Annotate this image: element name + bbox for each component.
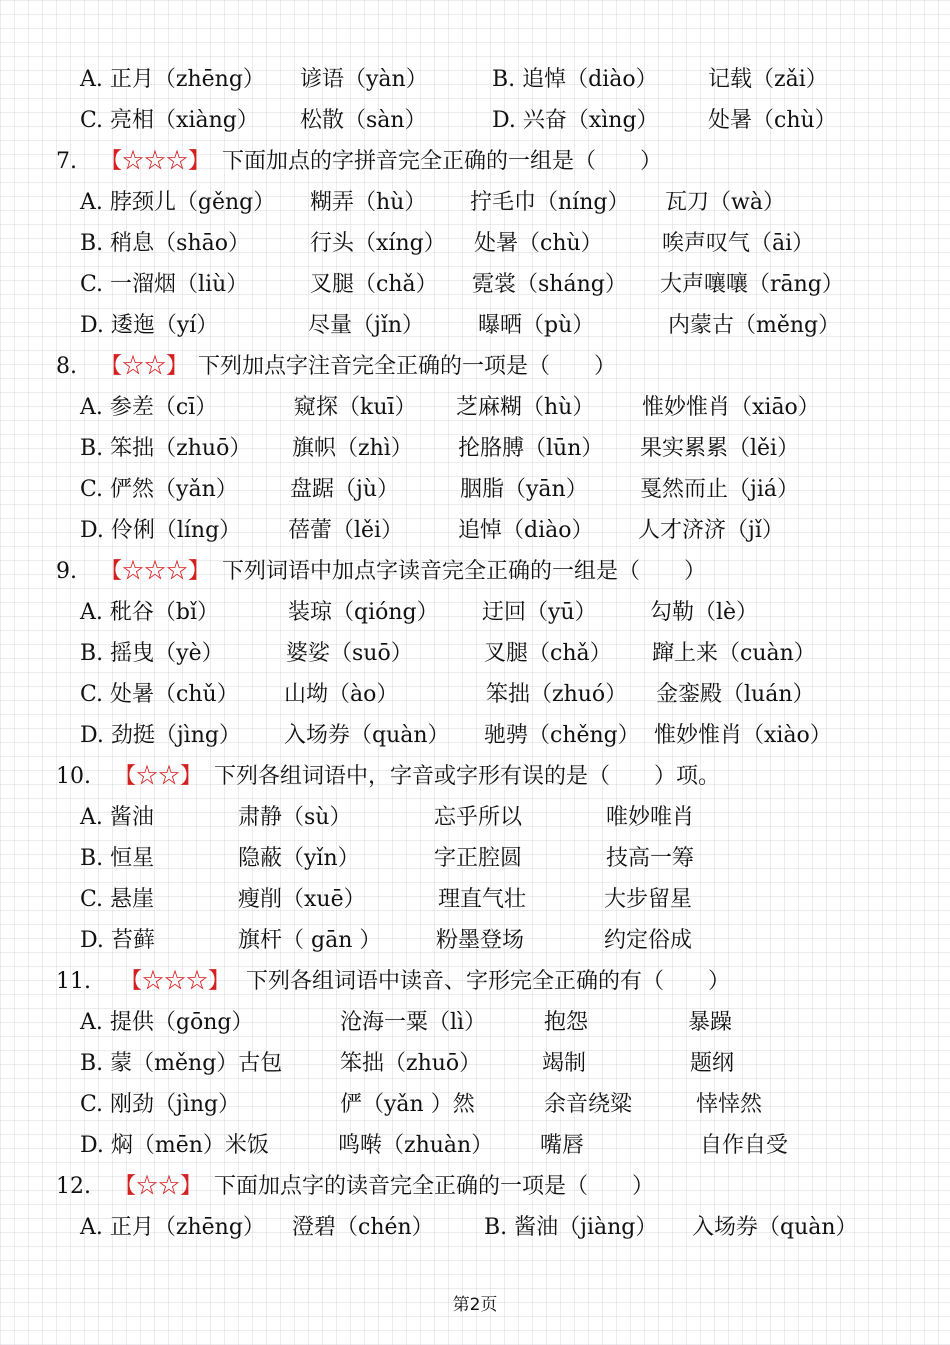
option-text: C. 刚劲（jìng） <box>80 1092 241 1117</box>
option-text: 惟妙惟肖（xiāo） <box>642 395 820 420</box>
option-line <box>0 470 950 510</box>
page-number: 第2页 <box>452 1295 498 1315</box>
option-text: 嘴唇 <box>540 1133 585 1158</box>
option-text: 处暑（chù） <box>474 231 603 256</box>
option-text: B. 酱油（jiàng） <box>484 1215 658 1240</box>
question-12 <box>0 1167 950 1207</box>
option-text: 叉腿（chǎ） <box>484 641 612 666</box>
option-text: B. 摇曳（yè） <box>80 641 224 666</box>
option-line <box>0 1003 950 1043</box>
option-text: 装琼（qióng） <box>288 600 439 625</box>
option-text: 入场券（quàn） <box>284 723 450 748</box>
option-line <box>0 921 950 961</box>
option-line <box>0 839 950 879</box>
question-prompt: 下面加点的字拼音完全正确的一组是（ ） <box>222 149 663 174</box>
option-text: B. 蒙（měng）古包 <box>80 1051 283 1076</box>
option-text: B. 恒星 <box>80 846 155 871</box>
question-number: 9. <box>56 559 77 584</box>
option-line <box>0 1208 950 1248</box>
option-line <box>0 60 950 100</box>
option-text: 抡胳膊（lūn） <box>458 436 604 461</box>
option-line <box>0 429 950 469</box>
difficulty-stars: 【☆☆】 <box>114 764 203 789</box>
option-text: 勾勒（lè） <box>650 600 759 625</box>
difficulty-stars: 【☆☆】 <box>100 354 189 379</box>
option-text: 追悼（diào） <box>458 518 594 543</box>
option-text: 约定俗成 <box>604 928 693 953</box>
option-text: 忘乎所以 <box>434 805 523 830</box>
option-text: 笨拙（zhuó） <box>486 682 628 707</box>
option-line <box>0 224 950 264</box>
option-line <box>0 101 950 141</box>
option-text: 迂回（yū） <box>482 600 597 625</box>
option-text: 糊弄（hù） <box>310 190 427 215</box>
option-text: 隐蔽（yǐn） <box>238 846 360 871</box>
option-text: 窥探（kuī） <box>294 395 417 420</box>
option-text: 谚语（yàn） <box>300 67 428 92</box>
option-line <box>0 716 950 756</box>
option-text: C. 悬崖 <box>80 887 155 912</box>
option-text: 霓裳（sháng） <box>472 272 627 297</box>
option-line <box>0 306 950 346</box>
option-text: 曝晒（pù） <box>478 313 595 338</box>
question-11 <box>0 962 950 1002</box>
option-text: 俨（yǎn ）然 <box>340 1092 475 1117</box>
option-text: D. 兴奋（xìng） <box>492 108 659 133</box>
difficulty-stars: 【☆☆☆】 <box>100 559 211 584</box>
option-text: B. 笨拙（zhuō） <box>80 436 252 461</box>
option-text: 沧海一粟（lì） <box>340 1010 487 1035</box>
option-text: 人才济济（jǐ） <box>638 518 784 543</box>
option-text: C. 处暑（chǔ） <box>80 682 239 707</box>
option-line <box>0 265 950 305</box>
option-text: 惟妙惟肖（xiào） <box>654 723 832 748</box>
question-number: 10. <box>56 764 91 789</box>
option-text: 大步留星 <box>604 887 693 912</box>
option-line <box>0 1044 950 1084</box>
option-text: 盘踞（jù） <box>290 477 399 502</box>
option-text: 唉声叹气（āi） <box>662 231 815 256</box>
option-text: B. 稍息（shāo） <box>80 231 250 256</box>
option-line <box>0 1126 950 1166</box>
option-text: A. 脖颈儿（gěng） <box>80 190 276 215</box>
question-8 <box>0 347 950 387</box>
option-text: 粉墨登场 <box>436 928 525 953</box>
option-text: 蹿上来（cuàn） <box>652 641 816 666</box>
option-text: 尽量（jǐn） <box>308 313 425 338</box>
option-text: 肃静（sù） <box>238 805 352 830</box>
option-text: 山坳（ào） <box>284 682 399 707</box>
option-text: 芝麻糊（hù） <box>456 395 595 420</box>
option-line <box>0 593 950 633</box>
question-number: 12. <box>56 1174 91 1199</box>
option-text: 拧毛巾（níng） <box>470 190 630 215</box>
difficulty-stars: 【☆☆☆】 <box>120 969 231 994</box>
option-text: 驰骋（chěng） <box>484 723 640 748</box>
option-text: D. 焖（mēn）米饭 <box>80 1133 269 1158</box>
option-text: 瓦刀（wà） <box>665 190 785 215</box>
option-text: 戛然而止（jiá） <box>640 477 799 502</box>
question-prompt: 下列各组词语中读音、字形完全正确的有（ ） <box>246 969 731 994</box>
option-text: 竭制 <box>542 1051 587 1076</box>
option-text: 行头（xíng） <box>310 231 446 256</box>
option-text: 松散（sàn） <box>300 108 427 133</box>
option-text: 旗杆（ gān ） <box>238 928 382 953</box>
option-text: A. 提供（gōng） <box>80 1010 254 1035</box>
option-text: 澄碧（chén） <box>292 1215 434 1240</box>
question-10 <box>0 757 950 797</box>
option-text: 果实累累（lěi） <box>640 436 800 461</box>
option-text: 蓓蕾（lěi） <box>288 518 404 543</box>
option-text: 笨拙（zhuō） <box>340 1051 482 1076</box>
option-text: 题纲 <box>690 1051 735 1076</box>
option-text: 技高一筹 <box>606 846 695 871</box>
option-text: C. 俨然（yǎn） <box>80 477 238 502</box>
option-text: 抱怨 <box>544 1010 589 1035</box>
difficulty-stars: 【☆☆☆】 <box>100 149 211 174</box>
option-line <box>0 675 950 715</box>
option-line <box>0 1085 950 1125</box>
option-text: 婆娑（suō） <box>286 641 413 666</box>
question-9 <box>0 552 950 592</box>
option-text: A. 正月（zhēng） <box>80 67 265 92</box>
question-prompt: 下面加点字的读音完全正确的一项是（ ） <box>214 1174 655 1199</box>
option-text: 胭脂（yān） <box>460 477 588 502</box>
question-prompt: 下列词语中加点字读音完全正确的一组是（ ） <box>222 559 707 584</box>
option-text: 悻悻然 <box>696 1092 763 1117</box>
option-text: 叉腿（chǎ） <box>310 272 438 297</box>
option-text: 理直气壮 <box>438 887 527 912</box>
option-text: D. 逶迤（yí） <box>80 313 219 338</box>
option-text: B. 追悼（diào） <box>492 67 658 92</box>
question-number: 11. <box>56 969 91 994</box>
option-text: 余音绕粱 <box>544 1092 633 1117</box>
option-text: 处暑（chù） <box>708 108 837 133</box>
question-number: 7. <box>56 149 77 174</box>
option-text: A. 正月（zhēng） <box>80 1215 265 1240</box>
option-text: 鸣啭（zhuàn） <box>338 1133 494 1158</box>
option-line <box>0 183 950 223</box>
option-text: 记载（zǎi） <box>708 67 828 92</box>
difficulty-stars: 【☆☆】 <box>114 1174 203 1199</box>
option-text: C. 亮相（xiàng） <box>80 108 259 133</box>
option-text: D. 伶俐（líng） <box>80 518 242 543</box>
option-text: 暴躁 <box>688 1010 733 1035</box>
option-text: 唯妙唯肖 <box>606 805 695 830</box>
question-prompt: 下列加点字注音完全正确的一项是（ ） <box>198 354 617 379</box>
option-text: 瘦削（xuē） <box>238 887 366 912</box>
option-text: D. 劲挺（jìng） <box>80 723 241 748</box>
option-text: 自作自受 <box>700 1133 789 1158</box>
option-line <box>0 634 950 674</box>
option-line <box>0 511 950 551</box>
option-text: 旗帜（zhì） <box>292 436 413 461</box>
option-text: 金銮殿（luán） <box>656 682 815 707</box>
option-text: 大声嚷嚷（rāng） <box>660 272 844 297</box>
option-text: 内蒙古（měng） <box>668 313 841 338</box>
option-text: 字正腔圆 <box>434 846 523 871</box>
option-text: A. 酱油 <box>80 805 154 830</box>
question-7 <box>0 142 950 182</box>
option-line <box>0 388 950 428</box>
option-text: A. 参差（cī） <box>80 395 218 420</box>
option-text: 入场券（quàn） <box>692 1215 858 1240</box>
question-prompt: 下列各组词语中，字音或字形有误的是（ ）项。 <box>214 764 721 789</box>
option-text: A. 秕谷（bǐ） <box>80 600 219 625</box>
option-line <box>0 798 950 838</box>
option-line <box>0 880 950 920</box>
question-number: 8. <box>56 354 77 379</box>
option-text: C. 一溜烟（liù） <box>80 272 249 297</box>
option-text: D. 苔藓 <box>80 928 155 953</box>
